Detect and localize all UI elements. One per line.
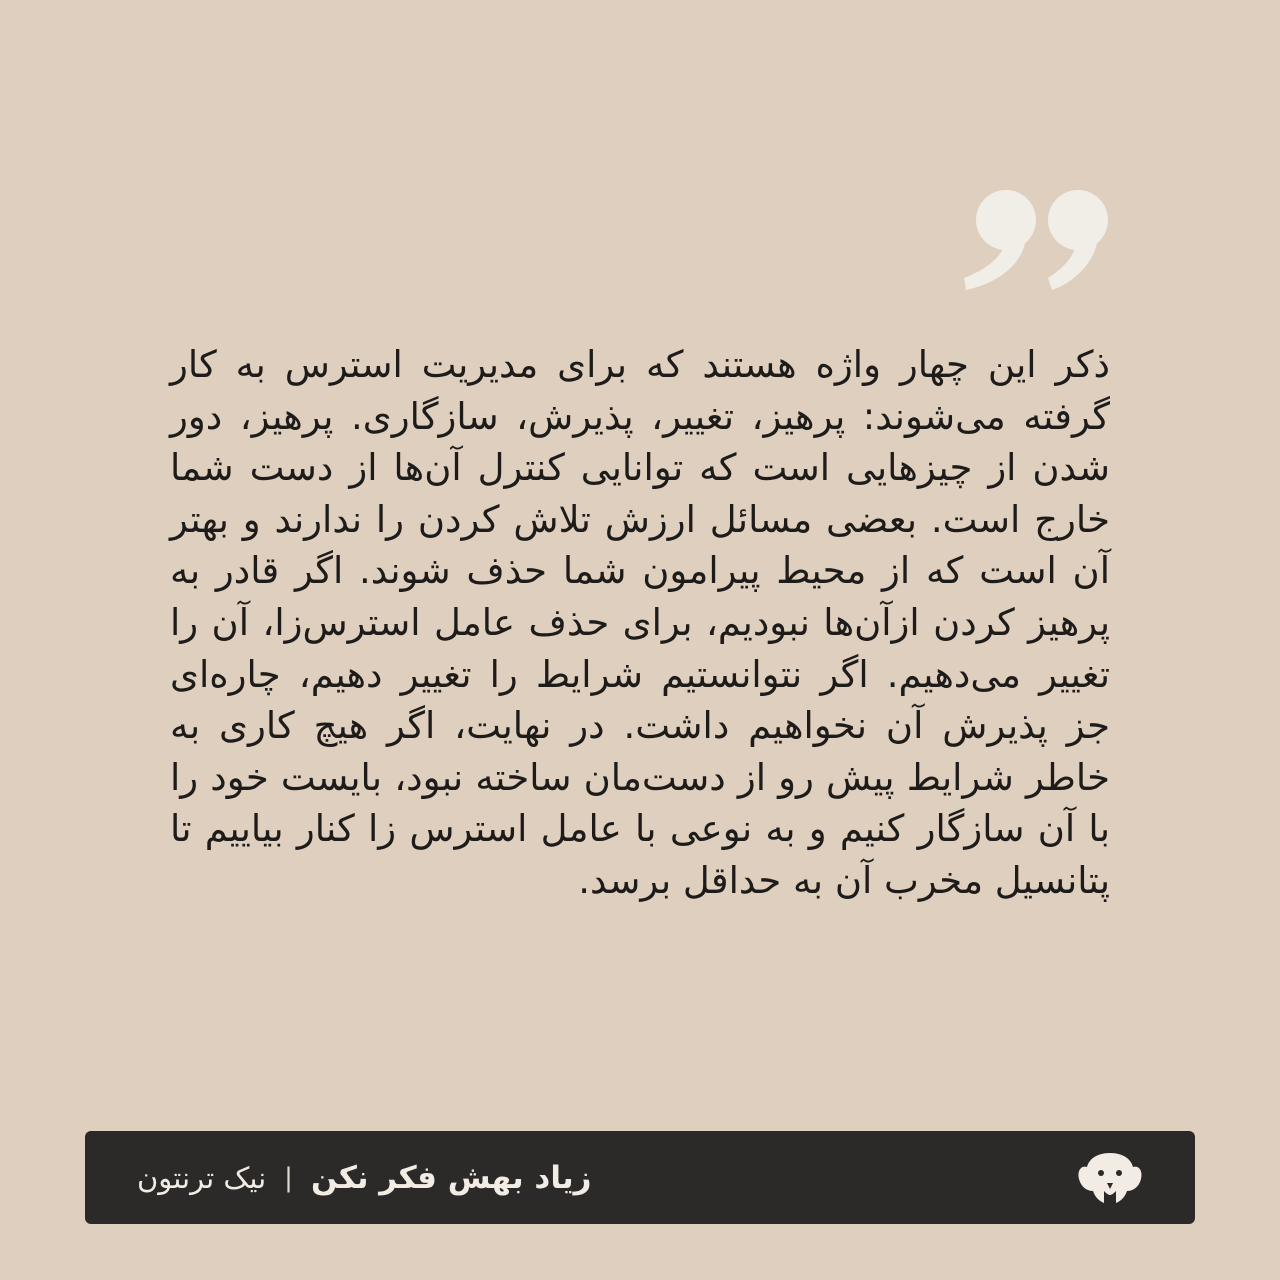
book-footer-bar [85, 1131, 1195, 1224]
closing-quote-icon [964, 186, 1112, 294]
elephant-logo-icon [1077, 1149, 1143, 1207]
author-name: نیک ترنتون [137, 1160, 267, 1195]
book-title: زیاد بهش فکر نکن [310, 1159, 592, 1196]
book-info [137, 1131, 591, 1224]
title-author-separator: | [284, 1162, 293, 1193]
quote-text: ذکر این چهار واژه هستند که برای مدیریت استرس به کار گرفته می‌شوند: پرهیز، تغییر، پذیرش، سازگاری. پرهیز، دور شدن از چیزهایی است که توانایی کنترل آن‌ها از دست شما خارج است. بعضی مسائل ارزش تلاش کردن را ندارند و بهتر آن است که از محیط پیرامون شما حذف شوند. اگر قادر به پرهیز کردن ازآن‌ها نبودیم، برای حذف عامل استرس‌زا، آن را تغییر می‌دهیم. اگر نتوانستیم شرایط را تغییر دهیم، چاره‌ای جز پذیرش آن نخواهیم داشت. در نهایت، اگر هیچ کاری به خاطر شرایط پیش رو از دست‌مان ساخته نبود، بایست خود را با آن سازگار کنیم و به نوعی با عامل استرس زا کنار بیاییم تا پتانسیل مخرب آن به حداقل برسد. [170, 343, 1110, 902]
